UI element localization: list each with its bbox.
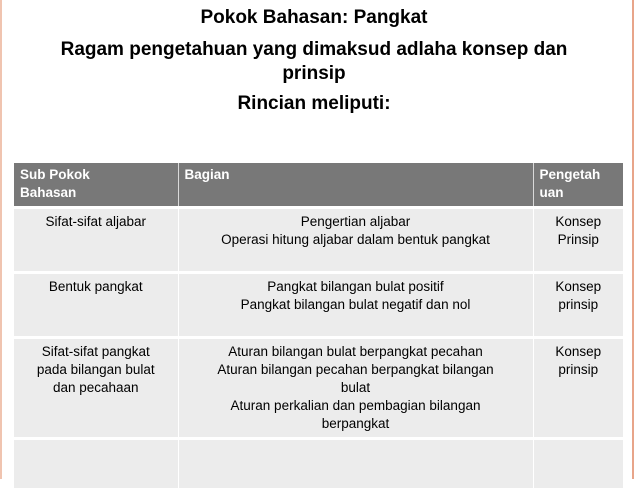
slide-title: Pokok Bahasan: Pangkat (10, 6, 618, 30)
cell-sub-topic: Sifat-sifat pangkat pada bilangan bulat dan pecahaan (14, 338, 178, 439)
table-row (14, 273, 623, 338)
cell-knowledge: Konsep Prinsip (533, 208, 623, 273)
cell-part: Aturan bilangan bulat berpangkat pecahan Aturan bilangan pecahan berpangkat bilangan bulat Aturan perkalian dan pembagian bilangan berpangkat (178, 338, 533, 439)
left-border-accent (0, 0, 2, 479)
header-sub-topic: Sub Pokok Bahasan (14, 163, 178, 208)
details-heading: Rincian meliputi: (10, 92, 618, 116)
cell-knowledge: Konsep prinsip (533, 273, 623, 338)
right-border-accent (632, 0, 634, 479)
content-table (14, 163, 623, 488)
table-row (14, 338, 623, 439)
subtitle-line-1: Ragam pengetahuan yang dimaksud adlaha konsep dan (10, 38, 618, 62)
cell-part: Pangkat bilangan bulat positif Pangkat bilangan bulat negatif dan nol (178, 273, 533, 338)
cell-part: Pengertian aljabar Operasi hitung aljabar dalam bentuk pangkat (178, 208, 533, 273)
header-part: Bagian (178, 163, 533, 208)
subtitle-line-2: prinsip (10, 62, 618, 86)
slide-subtitle (10, 38, 618, 86)
cell-empty (178, 439, 533, 488)
cell-empty (14, 439, 178, 488)
table-row (14, 208, 623, 273)
header-knowledge: Pengetah uan (533, 163, 623, 208)
cell-empty (533, 439, 623, 488)
table-row-empty (14, 439, 623, 488)
cell-sub-topic: Sifat-sifat aljabar (14, 208, 178, 273)
cell-knowledge: Konsep prinsip (533, 338, 623, 439)
cell-sub-topic: Bentuk pangkat (14, 273, 178, 338)
table-header-row (14, 163, 623, 208)
